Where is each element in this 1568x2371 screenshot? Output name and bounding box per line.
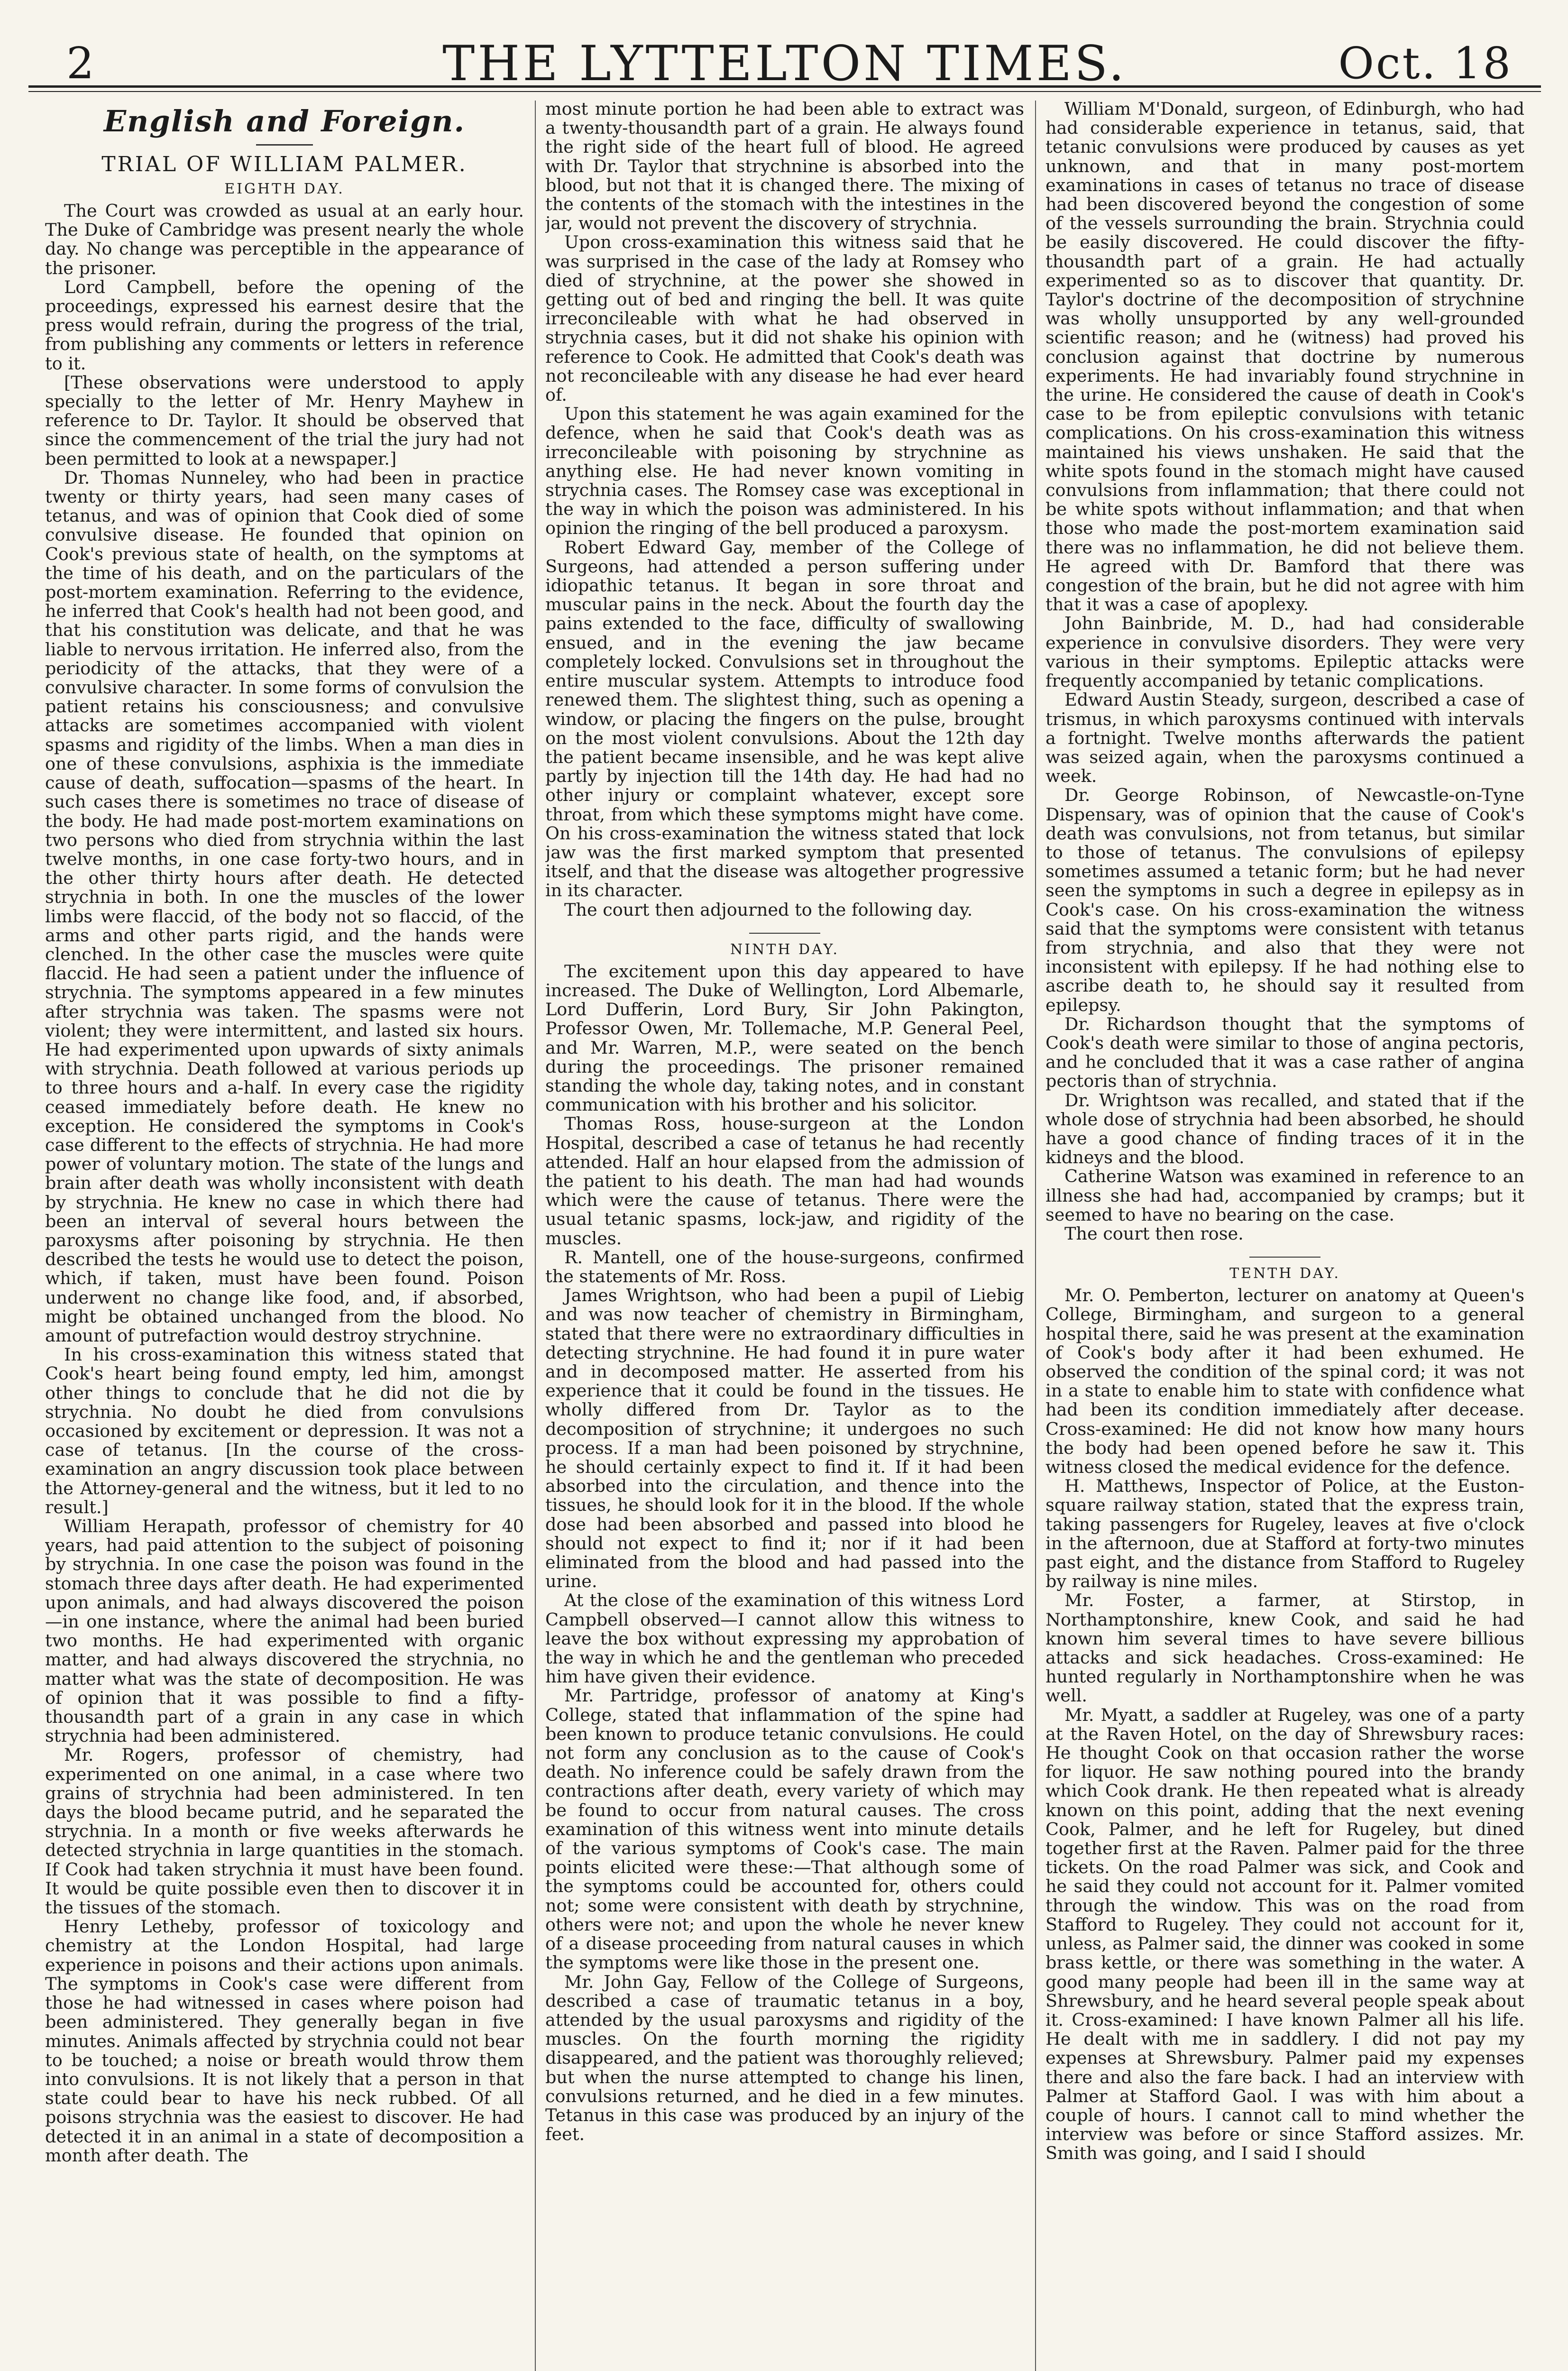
paragraph: Edward Austin Steady, surgeon, described a case of trismus, in which paroxysms continued with intervals a fortnight. Twelve months afterwards the patient was seized again, when the paroxysms continued a week. (1045, 689, 1524, 787)
paragraph: Dr. Wrightson was recalled, and stated that if the whole dose of strychnia had been absorbed, he should have a good chance of finding traces of it in the kidneys and the blood. (1045, 1090, 1524, 1168)
paragraph: The court then rose. (1064, 1223, 1244, 1244)
paragraph: James Wrightson, who had been a pupil of Liebig and was now teacher of chemistry in Birmingham, stated that there were no extraordinary difficulties in detecting strychnine. He had found it in pure water and in decomposed matter. He asserted from his experience that it could be found in the tissues. He wholly differed from Dr. Taylor as to the decomposition of strychnine; it undergoes no such process. If a man had been poisoned by strychnine, he should certainly expect to find it. If it had been absorbed into the circulation, and thence into the tissues, he should look for it in the blood. If the whole dose had been absorbed and passed into blood he should not expect to find it; nor if it had been eliminated from the blood and had passed into the urine. (545, 1285, 1024, 1592)
page-number: 2 (66, 38, 94, 89)
paragraph: [These observations were understood to apply specially to the letter of Mr. Henry Mayhew in reference to Dr. Taylor. It should be observed that since the commencement of the trial the jury had not been permitted to look at a newspaper.] (45, 372, 524, 469)
day-heading: TENTH DAY. (1229, 1265, 1340, 1282)
paragraph: R. Mantell, one of the house-surgeons, confirmed the statements of Mr. Ross. (545, 1247, 1024, 1287)
day-heading: NINTH DAY. (730, 941, 840, 958)
paragraph: William M'Donald, surgeon, of Edinburgh, who had had considerable experience in tetanus, said, that tetanic convulsions were produced by causes as yet unknown, and that in many post-mortem examinations in cases of tetanus no trace of disease had been discovered beyond the congestion of some of the vessels surrounding the brain. Strychnia could be easily discovered. He could discover the fifty-thousandth part of a grain. He had actually experimented so as to discover that quantity. Dr. Taylor's doctrine of the decomposition of strychnine was wholly unsupported by any well-grounded scientific reason; and he (witness) had proved his conclusion against that doctrine by numerous experiments. He had invariably found strychnine in the urine. He considered the cause of death in Cook's case to be from epileptic convulsions with tetanic complications. On his cross-examination this witness maintained his views unshaken. He said that the white spots found in the stomach might have caused convulsions from inflammation; that there could not be white spots without inflammation; and that when those who made the post-mortem examination said there was no inflammation, he did not believe them. He agreed with Dr. Bamford that there was congestion of the brain, but he did not agree with him that it was a case of apoplexy. (1045, 100, 1524, 615)
paragraph: Lord Campbell, before the opening of the proceedings, expressed his earnest desire that the press would refrain, during the progress of the trial, from publishing any comments or letters in reference to it. (45, 276, 524, 374)
newspaper-title: THE LYTTELTON TIMES. (442, 36, 1127, 92)
paragraph: John Bainbride, M. D., had had considerable experience in convulsive disorders. They were very various in their symptoms. Epileptic attacks were frequently accompanied by tetanic complications. (1045, 613, 1524, 691)
masthead-rule (28, 85, 1541, 88)
paragraph: William Herapath, professor of chemistry for 40 years, had paid attention to the subject of poisoning by strychnia. In one case the poison was found in the stomach three days after death. He had experimented upon animals, and had always discovered the poison—in one instance, where the animal had been buried two months. He had experimented with organic matter, and had always discovered the strychnia, no matter what was the state of decomposition. He was of opinion that it was possible to find a fifty-thousandth part of a grain in any case in which strychnia had been administered. (45, 1516, 524, 1746)
paragraph: H. Matthews, Inspector of Police, at the Euston-square railway station, stated that the express train, taking passengers for Rugeley, leaves at five o'clock in the afternoon, due at Stafford at forty-two minutes past eight, and the distance from Stafford to Rugeley by railway is nine miles. (1045, 1476, 1524, 1592)
paragraph: Upon cross-examination this witness said that he was surprised in the case of the lady at Romsey who died of strychnine, at the power she showed in getting out of bed and ringing the bell. It was quite irreconcileable with what he had observed in strychnia cases, but it did not shake his opinion with reference to Cook. He admitted that Cook's death was not reconcileable with any disease he had ever heard of. (545, 232, 1024, 405)
article-headline: TRIAL OF WILLIAM PALMER. (101, 152, 468, 176)
masthead (47, 14, 1522, 92)
paragraph: In his cross-examination this witness stated that Cook's heart being found empty, led him, amongst other things to conclude that he did not die by strychnia. No doubt he died from convulsions occasioned by excitement or depression. It was not a case of tetanus. [In the course of the cross-examination an angry discussion took place between the Attorney-general and the witness, but it led to no result.] (45, 1344, 524, 1517)
paragraph: Mr. Rogers, professor of chemistry, had experimented on one animal, in a case where two grains of strychnia had been administered. In ten days the blood became putrid, and he separated the strychnia. In a month or five weeks afterwards he detected strychnia in large quantities in the stomach. If Cook had taken strychnia it must have been found. It would be quite possible even then to discover it in the tissues of the stomach. (45, 1745, 524, 1918)
paragraph: Dr. George Robinson, of Newcastle-on-Tyne Dispensary, was of opinion that the cause of Cook's death was convulsions, not from tetanus, but similar to those of tetanus. The convulsions of epilepsy sometimes assumed a tetanic form; but he had never seen the symptoms in such a degree in epilepsy as in Cook's case. On his cross-examination the witness said that the symptoms were consistent with tetanus from strychnia, and also that they were not inconsistent with epilepsy. If he had nothing else to ascribe death to, he should say it resulted from epilepsy. (1045, 785, 1524, 1015)
paragraph: Dr. Thomas Nunneley, who had been in practice twenty or thirty years, had seen many cases of tetanus, and was of opinion that Cook died of some convulsive disease. He founded that opinion on Cook's previous state of health, on the symptoms at the time of his death, and on the particulars of the post-mortem examination. Referring to the evidence, he inferred that Cook's health had not been good, and that his constitution was delicate, and that he was liable to nervous irritation. He inferred also, from the periodicity of the attacks, that they were of a convulsive character. In some forms of convulsion the patient retains his consciousness; and convulsive attacks are sometimes accompanied with violent spasms and rigidity of the limbs. When a man dies in one of these convulsions, asphixia is the immediate cause of death, suffocation—spasms of the heart. In such cases there is sometimes no trace of disease of the body. He had made post-mortem examinations on two persons who died from strychnia within the last twelve months, in one case forty-two hours, and in the other thirty hours after death. He detected strychnia in both. In one the muscles of the lower limbs were flaccid, of the body not so flaccid, of the arms and other parts rigid, and the hands were clenched. In the other case the muscles were quite flaccid. He had seen a patient under the influence of strychnia. The symptoms appeared in a few minutes after strychnia was taken. The spasms were not violent; they were intermittent, and lasted six hours. He had experimented upon upwards of sixty animals with strychnia. Death followed at various periods up to three hours and a-half. In every case the rigidity ceased immediately before death. He knew no exception. He considered the symptoms in Cook's case different to the effects of strychnia. He had more power of voluntary motion. The state of the lungs and brain after death was wholly inconsistent with death by strychnia. He knew no case in which there had been an interval of several hours between the paroxysms after poisoning by strychnia. He then described the tests he would use to detect the poison, which, if taken, must have been found. Poison underwent no change like food, and, if absorbed, might be obtained unchanged from the blood. No amount of putrefaction would destroy strychnine. (45, 467, 524, 1346)
day-heading: EIGHTH DAY. (224, 181, 345, 197)
paragraph: Upon this statement he was again examined for the defence, when he said that Cook's death was as irreconcileable with poisoning by strychnine as anything else. He had never known vomiting in strychnia cases. The Romsey case was exceptional in the way in which the poison was administered. In his opinion the ringing of the bell produced a paroxysm. (545, 404, 1024, 539)
paragraph: Mr. Myatt, a saddler at Rugeley, was one of a party at the Raven Hotel, on the day of Shrewsbury races: He thought Cook on that occasion rather the worse for liquor. He saw nothing poured into the brandy which Cook drank. He then repeated what is already known on this point, adding that the next evening Cook, Palmer, and he left for Rugeley, but dined together first at the Raven. Palmer paid for the three tickets. On the road Palmer was sick, and Cook and he said they could not account for it. Palmer vomited through the window. This was on the road from Stafford to Rugeley. They could not account for it, unless, as Palmer said, the dinner was cooked in some brass kettle, or there was something in the water. A good many people had been ill in the same way at Shrewsbury, and he heard several people speak about it. Cross-examined: I have known Palmer all his life. He dealt with me in saddlery. I did not pay my expenses at Shrewsbury. Palmer paid my expenses there and also the fare back. I had an interview with Palmer at Stafford Gaol. I was with him about a couple of hours. I cannot call to mind whether the interview was before or since Stafford assizes. Mr. Smith was going, and I said I should (1045, 1704, 1524, 2164)
column-3 (1045, 100, 1524, 2371)
section-title: English and Foreign. (103, 104, 466, 138)
column-2 (545, 100, 1024, 2371)
masthead-rule-thin (28, 91, 1541, 92)
paragraph: Catherine Watson was examined in reference to an illness she had had, accompanied by cramps; but it seemed to have no bearing on the case. (1045, 1166, 1524, 1225)
column-divider (535, 101, 536, 2371)
paragraph: Robert Edward Gay, member of the College of Surgeons, had attended a person suffering under idiopathic tetanus. It began in sore throat and muscular pains in the neck. About the fourth day the pains extended to the face, difficulty of swallowing ensued, and in the evening the jaw became completely locked. Convulsions set in throughout the entire muscular system. Attempts to introduce food renewed them. The slightest thing, such as opening a window, or placing the fingers on the pulse, brought on the most violent convulsions. About the 12th day the patient became insensible, and he was kept alive partly by injection till the 14th day. He had had no other injury or complaint whatever, except sore throat, from which these symptoms might have come. On his cross-examination the witness stated that lock jaw was the first marked symptom that presented itself, and that the disease was altogether progressive in its character. (545, 537, 1024, 901)
paragraph: Mr. Foster, a farmer, at Stirstop, in Northamptonshire, knew Cook, and said he had known him several times to have severe billious attacks and sick headaches. Cross-examined: He hunted regularly in Northamptonshire when he was well. (1045, 1590, 1524, 1706)
paragraph: Mr. Partridge, professor of anatomy at King's College, stated that inflammation of the spine had been known to produce tetanic convulsions. He could not form any conclusion as to the cause of Cook's death. No inference could be safely drawn from the contractions after death, every variety of which may be found to occur from natural causes. The cross examination of this witness went into minute details of the various symptoms of Cook's case. The main points elicited were these:—That although some of the symptoms could be accounted for, others could not; some were consistent with death by strychnine, others were not; and upon the whole he never knew of a disease proceeding from natural causes in which the symptoms were like those in the present one. (545, 1685, 1024, 1973)
paragraph: Thomas Ross, house-surgeon at the London Hospital, described a case of tetanus he had recently attended. Half an hour elapsed from the admission of the patient to his death. The man had had wounds which were the cause of tetanus. There were the usual tetanic spasms, lock-jaw, and rigidity of the muscles. (545, 1113, 1024, 1249)
paragraph: The court then adjourned to the following day. (564, 899, 973, 920)
divider (256, 144, 313, 146)
paragraph: most minute portion he had been able to extract was a twenty-thousandth part of a grain. He always found the right side of the heart full of blood. He agreed with Dr. Taylor that strychnine is absorbed into the blood, but not that it is changed there. The mixing of the contents of the stomach with the intestines in the jar, would not prevent the discovery of strychnia. (545, 100, 1024, 234)
paragraph: Henry Letheby, professor of toxicology and chemistry at the London Hospital, had large experience in poisons and their actions upon animals. The symptoms in Cook's case were different from those he had witnessed in cases where poison had been administered. They generally began in five minutes. Animals affected by strychnia could not bear to be touched; a noise or breath would throw them into convulsions. It is not likely that a person in that state could bear to have his neck rubbed. Of all poisons strychnia was the easiest to discover. He had detected it in an animal in a state of decomposition a month after death. The (45, 1916, 524, 2166)
paragraph: Mr. O. Pemberton, lecturer on anatomy at Queen's College, Birmingham, and surgeon to a general hospital there, said he was present at the examination of Cook's body after it had been exhumed. He observed the condition of the spinal cord; it was not in a state to enable him to state with confidence what had been its condition immediately after decease. Cross-examined: He did not know how many hours the body had been opened before he saw it. This witness closed the medical evidence for the defence. (1045, 1285, 1524, 1478)
column-1 (45, 100, 524, 2371)
paragraph: At the close of the examination of this witness Lord Campbell observed—I cannot allow this witness to leave the box without expressing my approbation of the way in which he and the gentleman who preceded him have given their evidence. (545, 1590, 1024, 1687)
column-divider (1035, 101, 1036, 2371)
paragraph: The excitement upon this day appeared to have increased. The Duke of Wellington, Lord Albemarle, Lord Dufferin, Lord Bury, Sir John Pakington, Professor Owen, Mr. Tollemache, M.P. General Peel, and Mr. Warren, M.P., were seated on the bench during the proceedings. The prisoner remained standing the whole day, taking notes, and in constant communication with his brother and his solicitor. (545, 961, 1024, 1115)
divider (749, 933, 820, 934)
paragraph: Mr. John Gay, Fellow of the College of Surgeons, described a case of traumatic tetanus in a boy, attended by the usual paroxysms and rigidity of the muscles. On the fourth morning the rigidity disappeared, and the patient was thoroughly relieved; but when the nurse attempted to change his linen, convulsions returned, and he died in a few minutes. Tetanus in this case was produced by an injury of the feet. (545, 1971, 1024, 2145)
paragraph: The Court was crowded as usual at an early hour. The Duke of Cambridge was present nearly the whole day. No change was perceptible in the appearance of the prisoner. (45, 201, 524, 278)
paragraph: Dr. Richardson thought that the symptoms of Cook's death were similar to those of angina pectoris, and he concluded that it was a case rather of angina pectoris than of strychnia. (1045, 1013, 1524, 1092)
divider (1249, 1257, 1320, 1258)
issue-date: Oct. 18 (1338, 38, 1513, 89)
